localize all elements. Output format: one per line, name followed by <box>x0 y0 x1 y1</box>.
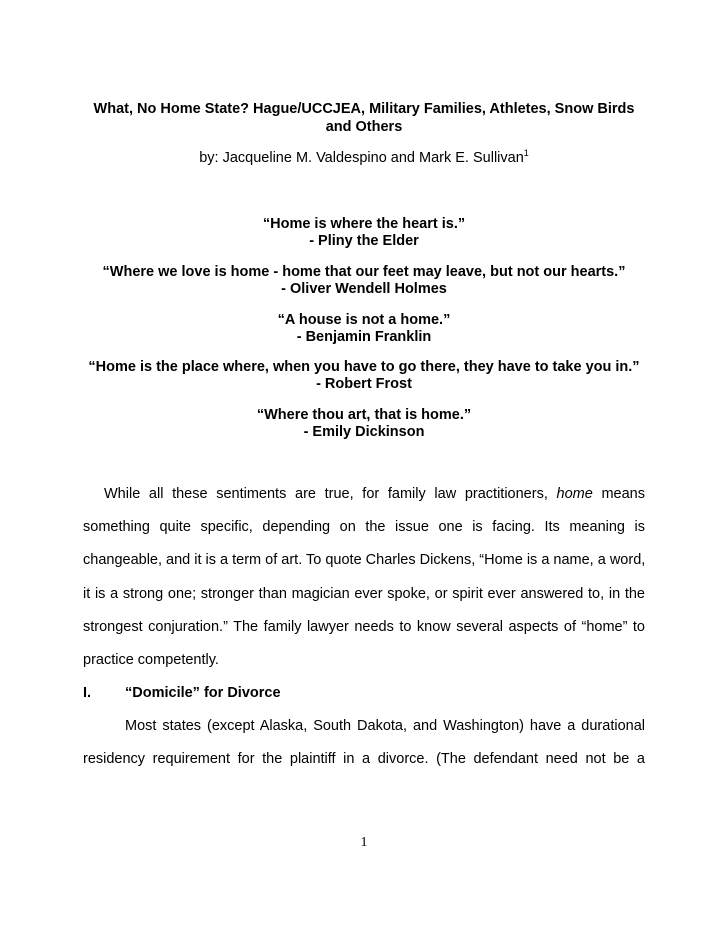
section-heading <box>83 684 281 702</box>
emphasis-home: home <box>556 486 593 502</box>
section-title: “Domicile” for Divorce <box>125 685 281 701</box>
paragraph-line: strongest conjuration.” The family lawyer needs to know several aspects of “home” to <box>83 619 645 635</box>
text-span: While all these sentiments are true, for family law practitioners, <box>104 486 548 502</box>
quote-text: “Where thou art, that is home.” <box>256 407 472 423</box>
epigraph-quote <box>40 216 688 250</box>
quote-author: - Pliny the Elder <box>309 233 419 249</box>
section-number: I. <box>83 685 92 701</box>
paragraph-line: changeable, and it is a term of art. To quote Charles Dickens, “Home is a name, a word, <box>83 552 646 568</box>
paragraph-line <box>104 485 645 503</box>
paragraph-line: it is a strong one; stronger than magician ever spoke, or spirit ever answered to, in the <box>83 586 645 602</box>
byline <box>0 149 728 167</box>
paragraph-line: residency requirement for the plaintiff in a divorce. (The defendant need not be a <box>83 751 645 767</box>
footnote-marker[interactable]: 1 <box>523 148 529 158</box>
paragraph-line: something quite specific, depending on the issue one is facing. Its meaning is <box>83 519 645 535</box>
quote-text: “Home is the place where, when you have to go there, they have to take you in.” <box>88 359 640 375</box>
epigraph-quote <box>40 407 688 441</box>
quote-text: “A house is not a home.” <box>277 312 451 328</box>
quote-author: - Emily Dickinson <box>303 424 425 440</box>
paragraph-line: Most states (except Alaska, South Dakota, and Washington) have a durational <box>125 718 645 734</box>
quote-author: - Robert Frost <box>316 376 412 392</box>
epigraph-quote <box>40 312 688 346</box>
text-span: means <box>601 486 645 502</box>
paragraph-line: practice competently. <box>83 652 219 668</box>
title-line-2: and Others <box>325 119 403 135</box>
page-number: 1 <box>360 835 368 850</box>
document-title <box>60 100 668 136</box>
quote-text: “Where we love is home - home that our feet may leave, but not our hearts.” <box>102 264 626 280</box>
quote-author: - Benjamin Franklin <box>296 329 432 345</box>
epigraph-quote <box>40 264 688 298</box>
quote-text: “Home is where the heart is.” <box>262 216 466 232</box>
quote-author: - Oliver Wendell Holmes <box>281 281 447 297</box>
byline-text: by: Jacqueline M. Valdespino and Mark E. Sullivan <box>199 150 524 166</box>
title-line-1: What, No Home State? Hague/UCCJEA, Military Families, Athletes, Snow Birds <box>93 101 635 117</box>
epigraph-quote <box>40 359 688 393</box>
